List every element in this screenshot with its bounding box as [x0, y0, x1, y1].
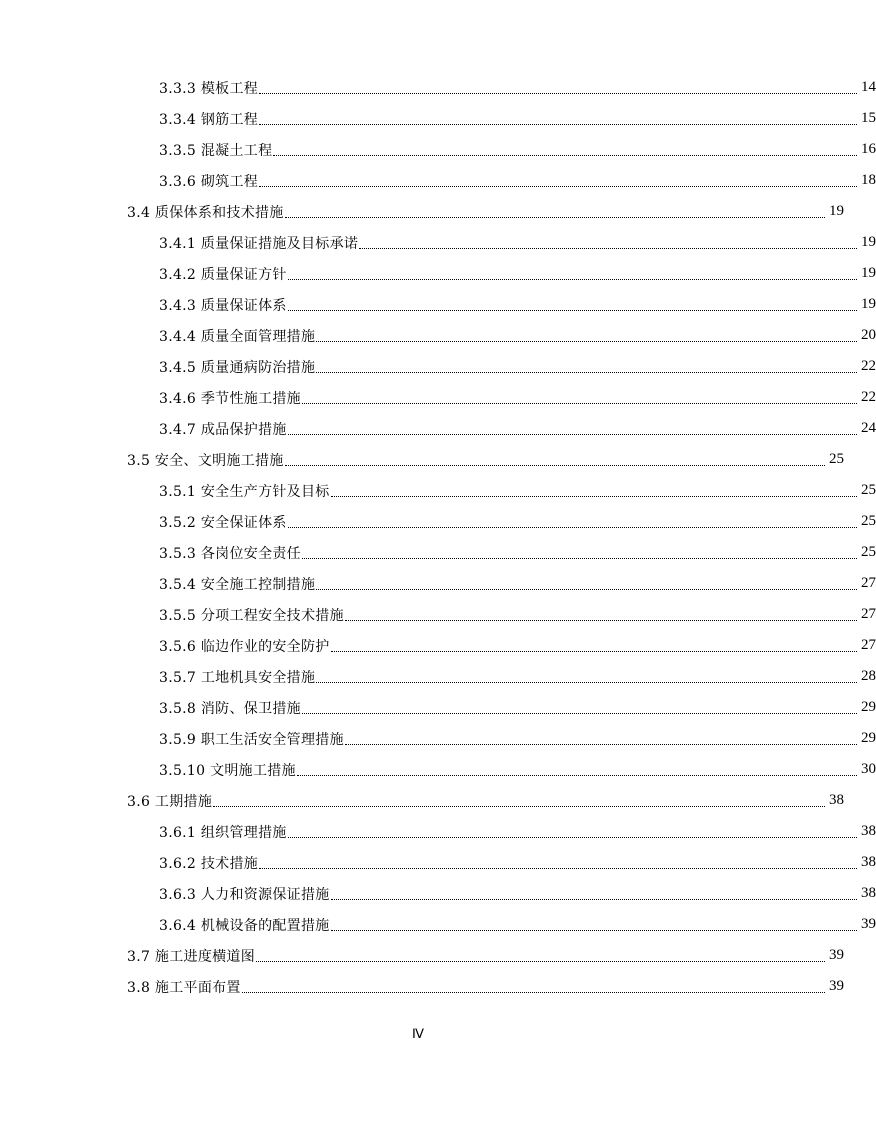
toc-dot-leader [345, 619, 857, 621]
toc-entry-title: 3.4.5 质量通病防治措施 [159, 359, 316, 376]
toc-entry-title: 3.3.5 混凝土工程 [159, 142, 273, 159]
toc-dot-leader [345, 743, 857, 745]
toc-entry[interactable] [0, 847, 876, 878]
toc-entry[interactable] [0, 289, 876, 320]
toc-dot-leader [331, 495, 857, 497]
toc-entry[interactable] [0, 816, 876, 847]
toc-dot-leader [316, 588, 857, 590]
toc-dot-leader [285, 464, 825, 466]
toc-entry-title: 3.5.8 消防、保卫措施 [159, 700, 301, 717]
toc-entry-title: 3.4.1 质量保证措施及目标承诺 [159, 235, 359, 252]
toc-section-entry[interactable] [0, 785, 844, 816]
toc-dot-leader [302, 402, 857, 404]
toc-dot-leader [297, 774, 857, 776]
toc-entry-title: 3.5.1 安全生产方针及目标 [159, 483, 330, 500]
toc-entry-title: 3.5.2 安全保证体系 [159, 514, 287, 531]
toc-entry-title: 3.6 工期措施 [127, 793, 213, 810]
toc-entry[interactable] [0, 351, 876, 382]
toc-dot-leader [256, 960, 825, 962]
toc-entry[interactable] [0, 723, 876, 754]
toc-entry-page: 19 [829, 203, 844, 219]
toc-dot-leader [288, 526, 857, 528]
toc-entry-title: 3.8 施工平面布置 [127, 979, 241, 996]
toc-entry-page: 16 [861, 141, 876, 157]
toc-dot-leader [259, 92, 857, 94]
toc-dot-leader [302, 557, 857, 559]
toc-entry-title: 3.7 施工进度横道图 [127, 948, 256, 965]
toc-entry-page: 27 [861, 606, 876, 622]
toc-entry-page: 38 [829, 792, 844, 808]
toc-dot-leader [331, 898, 857, 900]
toc-dot-leader [273, 154, 857, 156]
toc-entry-title: 3.4 质保体系和技术措施 [127, 204, 284, 221]
toc-entry[interactable] [0, 382, 876, 413]
toc-entry[interactable] [0, 134, 876, 165]
toc-entry-page: 27 [861, 575, 876, 591]
toc-entry-page: 19 [861, 234, 876, 250]
toc-entry[interactable] [0, 599, 876, 630]
toc-entry[interactable] [0, 72, 876, 103]
toc-entry-title: 3.6.3 人力和资源保证措施 [159, 886, 330, 903]
toc-dot-leader [259, 123, 857, 125]
toc-entry-page: 19 [861, 296, 876, 312]
toc-entry-title: 3.4.6 季节性施工措施 [159, 390, 301, 407]
toc-entry[interactable] [0, 568, 876, 599]
toc-entry[interactable] [0, 227, 876, 258]
toc-entry-page: 38 [861, 854, 876, 870]
toc-entry-title: 3.5.10 文明施工措施 [159, 762, 296, 779]
toc-entry[interactable] [0, 258, 876, 289]
toc-dot-leader [316, 340, 857, 342]
page-number: Ⅳ [412, 1026, 424, 1041]
toc-entry-page: 25 [861, 482, 876, 498]
toc-dot-leader [288, 278, 857, 280]
toc-entry-page: 27 [861, 637, 876, 653]
toc-entry[interactable] [0, 909, 876, 940]
toc-entry-page: 38 [861, 823, 876, 839]
toc-entry[interactable] [0, 103, 876, 134]
toc-entry-title: 3.4.3 质量保证体系 [159, 297, 287, 314]
toc-entry-title: 3.5.6 临边作业的安全防护 [159, 638, 330, 655]
toc-entry[interactable] [0, 630, 876, 661]
toc-entry[interactable] [0, 754, 876, 785]
toc-dot-leader [331, 929, 857, 931]
toc-dot-leader [288, 433, 857, 435]
toc-entry-title: 3.6.1 组织管理措施 [159, 824, 287, 841]
toc-entry[interactable] [0, 506, 876, 537]
toc-dot-leader [359, 247, 857, 249]
toc-entry-title: 3.4.7 成品保护措施 [159, 421, 287, 438]
toc-dot-leader [331, 650, 857, 652]
toc-entry-page: 28 [861, 668, 876, 684]
toc-section-entry[interactable] [0, 971, 844, 1002]
toc-entry-page: 39 [829, 978, 844, 994]
toc-entry-page: 25 [861, 513, 876, 529]
toc-entry-title: 3.4.2 质量保证方针 [159, 266, 287, 283]
toc-entry-page: 22 [861, 358, 876, 374]
toc-dot-leader [316, 681, 857, 683]
toc-entry-title: 3.3.6 砌筑工程 [159, 173, 259, 190]
toc-entry-page: 15 [861, 110, 876, 126]
toc-dot-leader [288, 309, 857, 311]
toc-entry-page: 39 [861, 916, 876, 932]
toc-entry-title: 3.5 安全、文明施工措施 [127, 452, 284, 469]
toc-entry[interactable] [0, 475, 876, 506]
toc-entry-title: 3.3.4 钢筋工程 [159, 111, 259, 128]
toc-dot-leader [242, 991, 825, 993]
toc-entry-page: 39 [829, 947, 844, 963]
toc-entry-title: 3.5.3 各岗位安全责任 [159, 545, 301, 562]
toc-entry-page: 38 [861, 885, 876, 901]
toc-entry-title: 3.5.9 职工生活安全管理措施 [159, 731, 344, 748]
toc-entry[interactable] [0, 413, 876, 444]
toc-entry-title: 3.5.4 安全施工控制措施 [159, 576, 316, 593]
toc-entry-page: 14 [861, 79, 876, 95]
toc-entry[interactable] [0, 692, 876, 723]
toc-entry-title: 3.6.2 技术措施 [159, 855, 259, 872]
toc-dot-leader [213, 805, 825, 807]
toc-entry[interactable] [0, 537, 876, 568]
toc-entry-title: 3.5.7 工地机具安全措施 [159, 669, 316, 686]
toc-entry-page: 20 [861, 327, 876, 343]
toc-dot-leader [285, 216, 825, 218]
toc-entry-title: 3.5.5 分项工程安全技术措施 [159, 607, 344, 624]
toc-entry-page: 25 [861, 544, 876, 560]
toc-entry-page: 22 [861, 389, 876, 405]
toc-entry-page: 25 [829, 451, 844, 467]
toc-entry-title: 3.6.4 机械设备的配置措施 [159, 917, 330, 934]
toc-entry-title: 3.3.3 模板工程 [159, 80, 259, 97]
toc-entry-page: 29 [861, 730, 876, 746]
toc-entry[interactable] [0, 878, 876, 909]
toc-section-entry[interactable] [0, 940, 844, 971]
toc-dot-leader [288, 836, 857, 838]
toc-entry-page: 19 [861, 265, 876, 281]
toc-section-entry[interactable] [0, 196, 844, 227]
toc-entry-page: 18 [861, 172, 876, 188]
toc-entry[interactable] [0, 661, 876, 692]
toc-entry-title: 3.4.4 质量全面管理措施 [159, 328, 316, 345]
toc-section-entry[interactable] [0, 444, 844, 475]
table-of-contents [0, 72, 876, 1002]
toc-dot-leader [302, 712, 857, 714]
toc-dot-leader [316, 371, 857, 373]
toc-entry-page: 29 [861, 699, 876, 715]
toc-dot-leader [259, 867, 857, 869]
toc-entry-page: 24 [861, 420, 876, 436]
toc-dot-leader [259, 185, 857, 187]
toc-entry[interactable] [0, 165, 876, 196]
toc-entry[interactable] [0, 320, 876, 351]
toc-entry-page: 30 [861, 761, 876, 777]
